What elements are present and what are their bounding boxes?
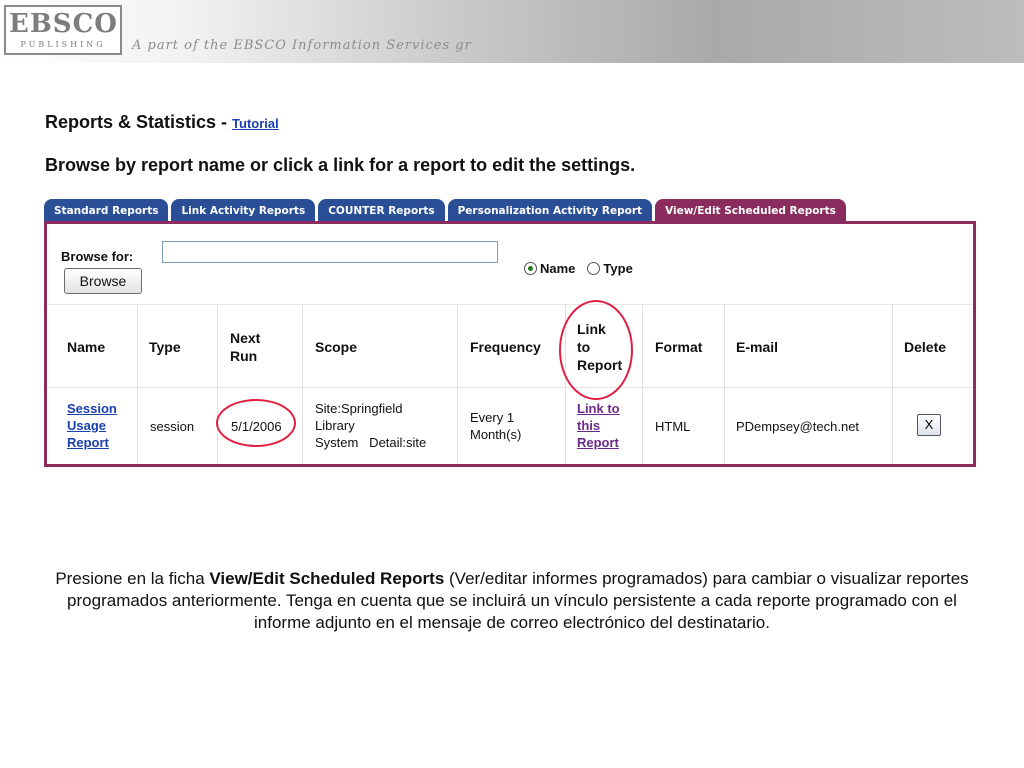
report-name-line3[interactable]: Report [67, 435, 109, 450]
slide-caption [50, 568, 974, 634]
header-scope: Scope [315, 339, 358, 355]
scheduled-reports-panel [44, 221, 976, 467]
header-banner [0, 0, 1024, 63]
header-tagline: A part of the EBSCO Information Services gr [132, 38, 472, 53]
tutorial-link[interactable]: Tutorial [232, 116, 279, 131]
report-frequency [470, 409, 521, 443]
header-type: Type [149, 339, 181, 355]
radio-type[interactable] [587, 262, 600, 275]
header-link-line3: Report [577, 357, 623, 373]
header-next-run-line2: Run [230, 348, 258, 364]
report-name-line1[interactable]: Session [67, 401, 117, 416]
header-link-line1: Link [577, 321, 606, 337]
caption-part2: (Ver/editar informes programados) para cambiar o visualizar reportes programados anteriormente. Tenga en cuenta que se incluirá un vínculo persistente a cada reporte programado con el informe adjunto en el mensaje de correo electrónico del destinatario. [67, 569, 969, 632]
link-to-report-line3[interactable]: Report [577, 435, 619, 450]
report-name-link[interactable] [67, 400, 117, 451]
tab-personalization-activity-report[interactable]: Personalization Activity Report [448, 199, 652, 222]
report-name-line2[interactable]: Usage [67, 418, 107, 433]
column-divider [642, 305, 643, 464]
browse-button[interactable]: Browse [64, 268, 142, 294]
report-frequency-line2: Month(s) [470, 427, 522, 442]
report-email: PDempsey@tech.net [736, 419, 860, 434]
column-divider [302, 305, 303, 464]
caption-part1: Presione en la ficha [55, 569, 210, 588]
tab-standard-reports[interactable]: Standard Reports [44, 199, 168, 222]
column-divider [217, 305, 218, 464]
link-to-this-report[interactable] [577, 400, 620, 451]
radio-name-label: Name [540, 261, 576, 276]
report-scope-line1: Site:Springfield [315, 401, 403, 416]
report-tabs [44, 199, 849, 222]
ebsco-logo [4, 5, 122, 55]
radio-type-label: Type [603, 261, 633, 276]
report-frequency-line1: Every 1 [470, 410, 515, 425]
report-next-run: 5/1/2006 [231, 419, 282, 434]
link-to-report-line1[interactable]: Link to [577, 401, 620, 416]
report-scope-line2: Library [315, 418, 355, 433]
header-name: Name [67, 339, 106, 355]
report-type: session [150, 419, 195, 434]
caption-bold: View/Edit Scheduled Reports [209, 569, 445, 588]
browse-input[interactable] [162, 241, 498, 263]
tab-view-edit-scheduled-reports[interactable]: View/Edit Scheduled Reports [655, 199, 846, 222]
browse-label: Browse for: [61, 249, 134, 264]
report-format: HTML [655, 419, 691, 434]
browse-by-radio-group [524, 261, 645, 276]
column-divider [137, 305, 138, 464]
header-email: E-mail [736, 339, 779, 355]
header-next-run [230, 329, 260, 365]
header-format: Format [655, 339, 703, 355]
page-subtitle: Browse by report name or click a link for a report to edit the settings. [45, 155, 636, 175]
header-frequency: Frequency [470, 339, 541, 355]
header-link-line2: to [577, 339, 591, 355]
logo-sub: PUBLISHING [20, 40, 106, 49]
report-scope-line3: System Detail:site [315, 435, 427, 450]
link-to-report-line2[interactable]: this [577, 418, 601, 433]
radio-name[interactable] [524, 262, 537, 275]
column-divider [565, 305, 566, 464]
page-title-text: Reports & Statistics - [45, 112, 233, 132]
report-scope [315, 400, 426, 451]
header-link-to-report [577, 320, 622, 374]
browse-row [47, 224, 973, 305]
column-divider [457, 305, 458, 464]
page-title [45, 112, 279, 133]
logo-name: EBSCO [9, 9, 118, 39]
column-divider [892, 305, 893, 464]
header-delete: Delete [904, 339, 947, 355]
header-next-run-line1: Next [230, 330, 261, 346]
column-divider [724, 305, 725, 464]
tab-counter-reports[interactable]: COUNTER Reports [318, 199, 444, 222]
tab-link-activity-reports[interactable]: Link Activity Reports [171, 199, 315, 222]
delete-report-button[interactable]: X [917, 414, 941, 436]
